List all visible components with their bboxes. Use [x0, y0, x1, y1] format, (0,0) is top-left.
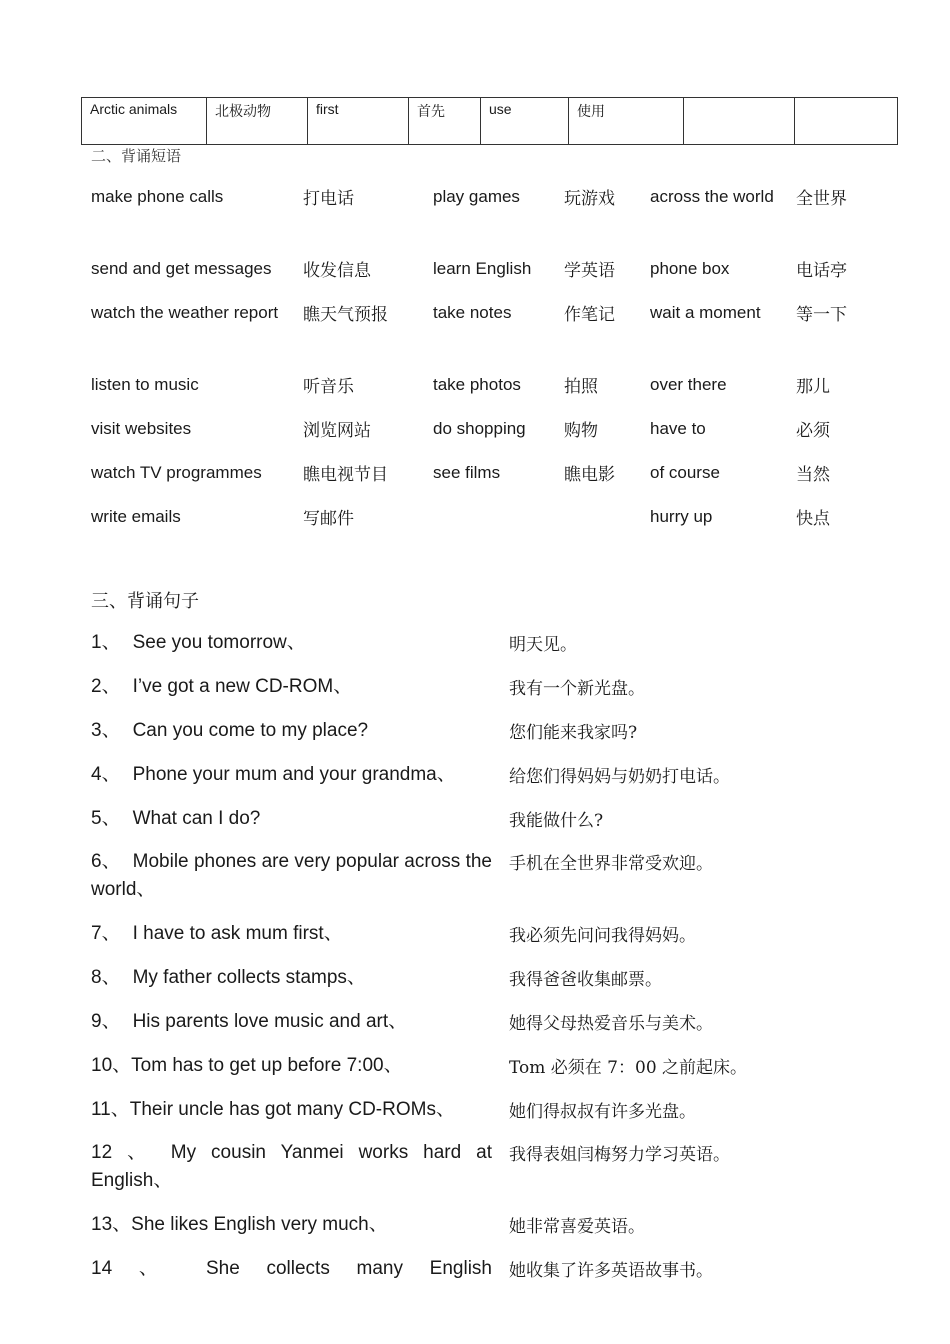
phrase-cn: 当然 [796, 465, 830, 485]
phrase-cn: 瞧电视节目 [303, 465, 388, 485]
sentence-en [91, 1255, 492, 1283]
table-cell: use [481, 98, 569, 145]
sentence-text: My father collects stamps、 [132, 967, 366, 988]
phrase-cn: 那儿 [796, 377, 830, 397]
phrase-en: visit websites [91, 419, 192, 438]
table-cell [684, 98, 795, 145]
phrase-en: write emails [91, 507, 181, 526]
sentence-text: My cousin Yanmei works hard at English、 [91, 1142, 492, 1191]
sentence-number: 9、 [91, 1011, 121, 1032]
sentence-en [91, 761, 492, 789]
phrase-en: listen to music [91, 375, 199, 394]
sentence-text: Phone your mum and your grandma、 [132, 764, 456, 785]
phrase-en: learn English [433, 259, 532, 278]
sentence-cn: Tom 必须在 7：00 之前起床。 [509, 1058, 748, 1078]
phrase-en: make phone calls [91, 187, 224, 206]
phrase-en: phone box [650, 259, 730, 278]
sentence-cn: 我有一个新光盘。 [509, 679, 645, 699]
sentence-cn: 她得父母热爱音乐与美术。 [509, 1014, 713, 1034]
table-cell: 北极动物 [207, 98, 308, 145]
table-cell [795, 98, 898, 145]
sentence-text: See you tomorrow、 [132, 632, 306, 653]
sentence-cn: 我必须先问问我得妈妈。 [509, 926, 696, 946]
sentence-cn: 我得爸爸收集邮票。 [509, 970, 662, 990]
sentence-number: 1、 [91, 632, 121, 653]
phrase-cn: 快点 [796, 509, 830, 529]
sentence-text: Tom has to get up before 7:00、 [131, 1055, 403, 1076]
phrase-cn: 必须 [796, 421, 830, 441]
section-title-phrases: 二、背诵短语 [91, 147, 182, 165]
table-cell: Arctic animals [82, 98, 207, 145]
phrase-en: watch the weather report [91, 303, 279, 322]
sentence-number: 13、 [91, 1214, 132, 1235]
sentence-en [91, 964, 492, 992]
sentence-text: She likes English very much、 [131, 1214, 388, 1235]
sentence-text: His parents love music and art、 [132, 1011, 408, 1032]
sentence-en [91, 920, 492, 948]
phrase-en: have to [650, 419, 706, 438]
phrase-en: hurry up [650, 507, 713, 526]
sentence-cn: 我能做什么? [509, 811, 604, 831]
phrase-cn: 收发信息 [303, 261, 371, 281]
sentence-text: I’ve got a new CD-ROM、 [132, 676, 353, 697]
sentence-number: 7、 [91, 923, 121, 944]
phrase-cn: 写邮件 [303, 509, 354, 529]
phrase-cn: 全世界 [796, 189, 847, 209]
sentence-number: 3、 [91, 720, 121, 741]
sentence-text: She collects many English [205, 1258, 493, 1279]
sentence-number: 2、 [91, 676, 121, 697]
phrase-en: across the world [650, 187, 774, 206]
sentence-number: 4、 [91, 764, 121, 785]
sentence-en [91, 1211, 492, 1239]
table-row [82, 98, 898, 145]
sentence-number: 8、 [91, 967, 121, 988]
sentence-en [91, 805, 492, 833]
sentence-number: 10、 [91, 1055, 132, 1076]
sentence-number: 14 、 [91, 1258, 180, 1279]
sentence-en [91, 1139, 492, 1195]
phrase-cn: 听音乐 [303, 377, 354, 397]
sentence-en [91, 1008, 492, 1036]
phrase-en: see films [433, 463, 501, 482]
sentence-en [91, 1096, 492, 1124]
phrase-en: over there [650, 375, 727, 394]
phrase-cn: 浏览网站 [303, 421, 371, 441]
phrase-en: take notes [433, 303, 512, 322]
phrase-cn: 玩游戏 [564, 189, 615, 209]
phrase-en: of course [650, 463, 720, 482]
phrase-cn: 瞧天气预报 [303, 305, 388, 325]
phrase-cn: 学英语 [564, 261, 615, 281]
sentence-en [91, 1052, 492, 1080]
sentence-text: What can I do? [132, 808, 261, 829]
phrase-en: watch TV programmes [91, 463, 262, 482]
sentence-cn: 她非常喜爱英语。 [509, 1217, 645, 1237]
phrase-cn: 打电话 [303, 189, 354, 209]
sentence-cn: 手机在全世界非常受欢迎。 [509, 854, 713, 874]
vocab-table [81, 97, 898, 145]
sentence-text: Mobile phones are very popular across the world、 [91, 851, 492, 900]
sentence-en [91, 673, 492, 701]
phrase-en: send and get messages [91, 259, 272, 278]
phrase-en: take photos [433, 375, 521, 394]
sentence-cn: 明天见。 [509, 635, 577, 655]
sentence-cn: 她收集了许多英语故事书。 [509, 1261, 713, 1281]
phrase-en: do shopping [433, 419, 526, 438]
section-title-sentences: 三、背诵句子 [91, 591, 199, 612]
sentence-cn: 我得表姐闫梅努力学习英语。 [509, 1145, 730, 1165]
sentence-en [91, 629, 492, 657]
sentence-text: Can you come to my place? [132, 720, 369, 741]
table-cell: first [308, 98, 409, 145]
phrase-cn: 购物 [564, 421, 598, 441]
phrase-en: wait a moment [650, 303, 761, 322]
phrase-cn: 拍照 [564, 377, 598, 397]
table-cell: 使用 [569, 98, 684, 145]
sentence-cn: 给您们得妈妈与奶奶打电话。 [509, 767, 730, 787]
table-cell: 首先 [409, 98, 481, 145]
sentence-en [91, 717, 492, 745]
sentence-number: 6、 [91, 851, 121, 872]
sentence-cn: 您们能来我家吗? [509, 723, 638, 743]
phrase-cn: 等一下 [796, 305, 847, 325]
phrase-cn: 作笔记 [564, 305, 615, 325]
phrase-cn: 电话亭 [796, 261, 847, 281]
sentence-number: 11、 [91, 1099, 130, 1120]
sentence-number: 5、 [91, 808, 121, 829]
phrase-en: play games [433, 187, 520, 206]
sentence-text: I have to ask mum first、 [132, 923, 343, 944]
sentence-cn: 她们得叔叔有许多光盘。 [509, 1102, 696, 1122]
sentence-number: 12 、 [91, 1142, 156, 1163]
sentence-en [91, 848, 492, 904]
phrase-cn: 瞧电影 [564, 465, 615, 485]
sentence-text: Their uncle has got many CD-ROMs、 [129, 1099, 455, 1120]
